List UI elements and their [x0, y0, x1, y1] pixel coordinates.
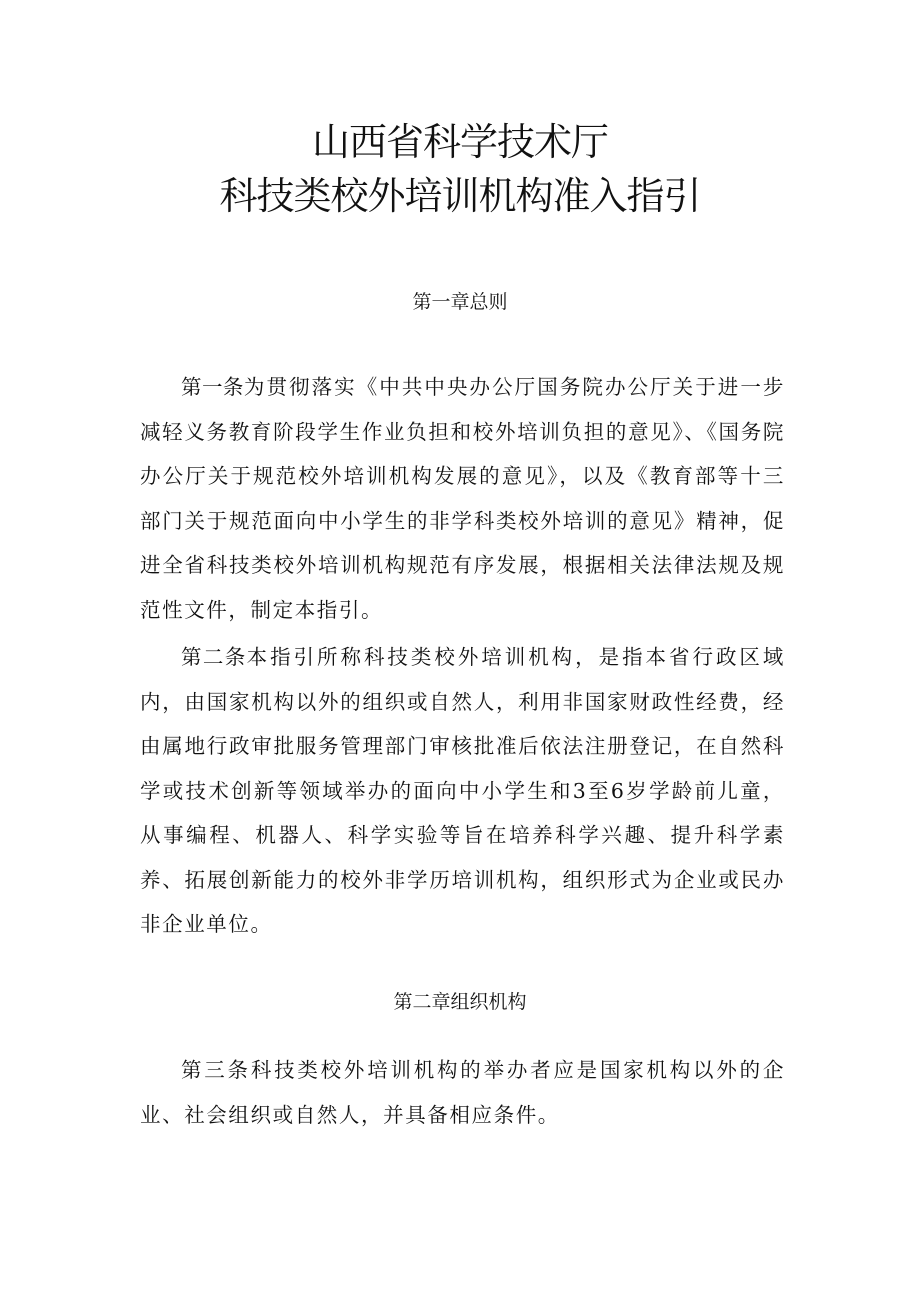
article-3-text: 第三条科技类校外培训机构的举办者应是国家机构以外的企业、社会组织或自然人，并具备相应条件。 [140, 1058, 785, 1127]
article-3 [140, 1048, 785, 1137]
article-2-label: 第二条 [181, 645, 247, 669]
chapter-heading-1: 第一章总则 [412, 291, 508, 313]
chapter-heading-2: 第二章组织机构 [393, 991, 527, 1013]
article-1 [140, 365, 785, 632]
article-1-label: 第一条 [181, 375, 244, 399]
document-title-line2: 科技类校外培训机构准入指引 [219, 174, 701, 218]
document-title-line1: 山西省科学技术厅 [311, 120, 608, 164]
article-2 [140, 635, 785, 947]
article-2-text: 本指引所称科技类校外培训机构，是指本省行政区域内，由国家机构以外的组织或自然人，利用非国家财政性经费，经由属地行政审批服务管理部门审核批准后依法注册登记，在自然科学或技术创新等领域举办的面向中小学生和3至6岁学龄前儿童，从事编程、机器人、科学实验等旨在培养科学兴趣、提升科学素养、拓展创新能力的校外非学历培训机构，组织形式为企业或民办非企业单位。 [140, 645, 785, 936]
article-1-text: 为贯彻落实《中共中央办公厅国务院办公厅关于进一步减轻义务教育阶段学生作业负担和校外培训负担的意见》、《国务院办公厅关于规范校外培训机构发展的意见》，以及《教育部等十三部门关于规范面向中小学生的非学科类校外培训的意见》精神，促进全省科技类校外培训机构规范有序发展，根据相关法律法规及规范性文件，制定本指引。 [140, 375, 786, 622]
